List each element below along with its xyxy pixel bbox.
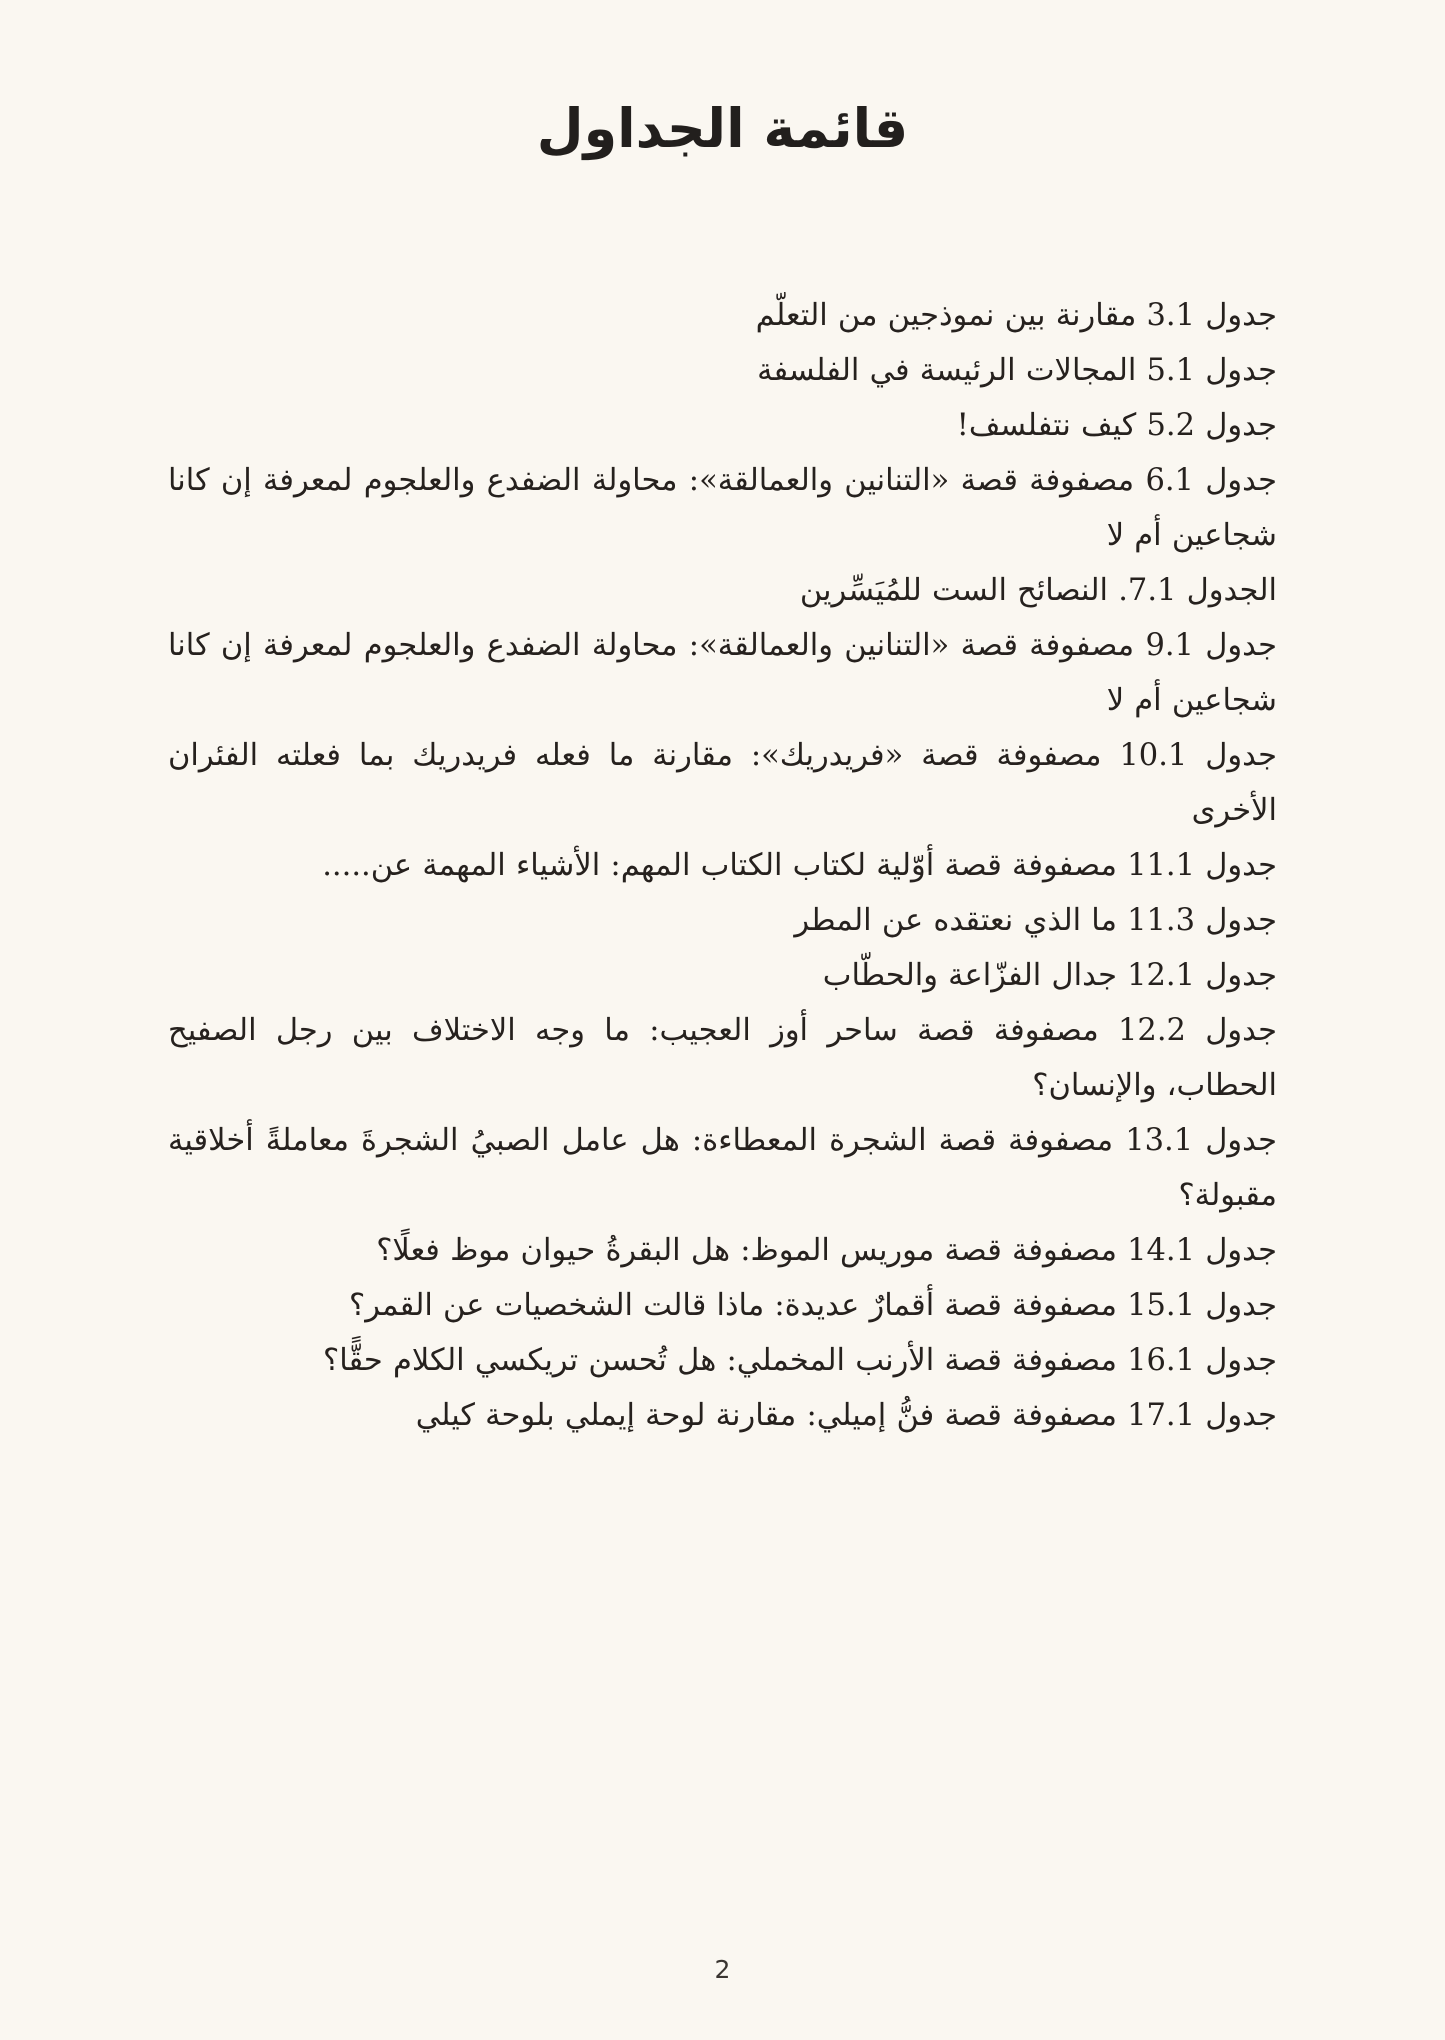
list-item: جدول 6.1 مصفوفة قصة «التنانين والعمالقة»: محاولة الضفدع والعلجوم لمعرفة إن كانا شجاعين أم لا	[168, 463, 1277, 553]
list-item: جدول 12.2 مصفوفة قصة ساحر أوز العجيب: ما وجه الاختلاف بين رجل الصفيح الحطاب، والإنسان؟	[168, 1013, 1277, 1103]
list-item: جدول 17.1 مصفوفة قصة فنُّ إميلي: مقارنة لوحة إيملي بلوحة كيلي	[415, 1398, 1277, 1433]
list-item: جدول 3.1 مقارنة بين نموذجين من التعلّم	[755, 298, 1277, 333]
list-item: جدول 5.2 كيف نتفلسف!	[956, 408, 1277, 443]
list-item: جدول 5.1 المجالات الرئيسة في الفلسفة	[757, 353, 1277, 388]
list-item: الجدول 7.1. النصائح الست للمُيَسِّرين	[799, 573, 1277, 608]
list-item: جدول 9.1 مصفوفة قصة «التنانين والعمالقة»: محاولة الضفدع والعلجوم لمعرفة إن كانا شجاعين أم لا	[168, 628, 1277, 718]
list-item: جدول 11.1 مصفوفة قصة أوّلية لكتاب الكتاب المهم: الأشياء المهمة عن.....	[322, 848, 1277, 883]
list-item: جدول 10.1 مصفوفة قصة «فريدريك»: مقارنة ما فعله فريدريك بما فعلته الفئران الأخرى	[168, 738, 1278, 828]
list-item: جدول 14.1 مصفوفة قصة موريس الموظ: هل البقرةُ حيوان موظ فعلًا؟	[376, 1233, 1277, 1268]
list-item: جدول 11.3 ما الذي نعتقده عن المطر	[794, 903, 1277, 938]
list-item: جدول 13.1 مصفوفة قصة الشجرة المعطاءة: هل عامل الصبيُ الشجرةَ معاملةً أخلاقية مقبولة؟	[168, 1123, 1277, 1213]
list-item: جدول 16.1 مصفوفة قصة الأرنب المخملي: هل تُحسن تريكسي الكلام حقًّا؟	[323, 1343, 1277, 1378]
page-number: 2	[714, 1955, 731, 1984]
list-item: جدول 12.1 جدال الفزّاعة والحطّاب	[822, 958, 1277, 993]
list-of-tables	[168, 288, 1277, 1443]
page-title: قائمة الجداول	[536, 97, 909, 161]
list-item: جدول 15.1 مصفوفة قصة أقمارٌ عديدة: ماذا قالت الشخصيات عن القمر؟	[349, 1288, 1277, 1323]
